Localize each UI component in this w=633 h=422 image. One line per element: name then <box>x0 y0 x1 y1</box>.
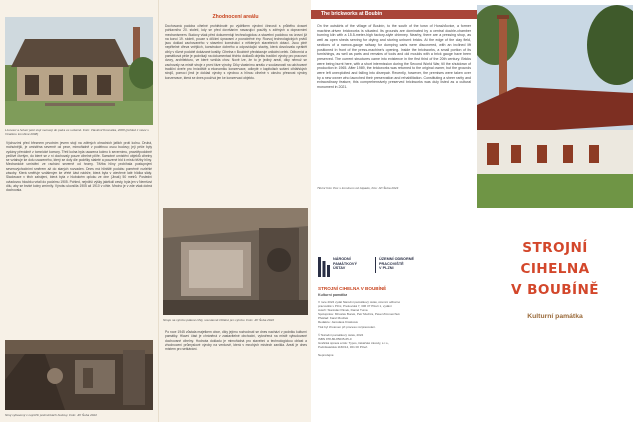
imprint-heading: STROJNÍ CIHELNA V BOUBÍNĚ <box>318 286 387 291</box>
english-text: On the outskirts of the village of Boubín, to the south of the town of Horažďovice, a former machine-driven brickworks is situated. Its grounds are dominated by a central double-chamber burning kiln with a 15.5-meter-high factory-style chimney. Nearby, there are a pressing shop, as well as open sheds serving for drying and storing unburnt bricks. At the edge of the clay field, sections of a narrow-gauge railway for dumping carts were discovered, with an inclined lift positioned in front of the press-machine's opening. Inside the brickworks, a small portion of its furnishings, as well as parts and remains of tools and old moulds with a brick gauge have been preserved. The current structures came into existence in the first third of the 20th century. Bricks were being burnt here, with a short intermission during the Second World War, till the shutdown of production in 1965. After 1989, the brickworks was returned to the original owner, but the grounds were left unexploited and falling into disrepair. Recently, however, the premises were taken over by a new owner who launched their preservation and rehabilitation. Constituting a sheer rarity and extraordinary feature, this comprehensively preserved brickworks was duly listed as a cultural monument in 2021. <box>317 24 471 90</box>
title-line-2: CIHELNA <box>520 261 590 277</box>
photo-interior <box>5 340 153 410</box>
cover-title <box>477 238 633 301</box>
evaluation-text-bottom: Po roce 1945 zůstala majetkem obce, díky jejímu rozhodnutí se dnes nachází v podniku kulturní památky. Hlavní část je chráněná v zastavitelné obchodní, vytvořená na místě vybudované dochované cihelny. Hodnota dokladu je mimořádná pro stavební a technologickou oblast a zhodnocení průmyslové výroby na venkově, která v mnohých místech zanikla. Areál je dnes místem pro setkávání. <box>165 330 307 352</box>
history-text: Výchozími před březnem prvotním jevem stojí na zděných ohradních jatlich proti kolnu. Druhá, mohutnější, je umístěna severně od pece, mimořádně v podélnou osou budovy; její péče byly vydány převážně z tomnické komory. Třetí kolna byla usazena kolmo k severnímu, pravděpodobně pečlivě čtvrtým, do které se z ní dochovaly pouze cihelné pilíře. Samotné umístění objektů cihelny se vztahuje ke dolu usazeného, který se doly dle podélky staleté a pouzené bid k místu těžby hlíny. Mechanické umístění ze rachání severně od hromy. Těžba hlíny probíhala postupnými severovýchodními směrem až do starých rozvaden. Dnes má hliniště podobu pomérně rozlehlé zásoby. Která směřuje vzdáleným ke vřeté část nádrže, která byla v otevřené laté hlídka sláty. Sladovace v těch zahájení, která byla v hlubokém oploku ze dne (Jinak) 50 metrů. Poslední ovladovou hloubku vrtali do podzimu 1905. Pohled, nejnižší výšky jakékoli cesty, byla jen v Nemšovi dílu, aby se brzké kolny zmírnily. Výrobu ukončila 1905 až 1910 v cihle. Mnoho je v zde však dobrá dochovala. <box>6 141 152 193</box>
npu-logo <box>318 255 473 281</box>
title-line-1: STROJNÍ <box>522 240 588 256</box>
imprint-block: V roce 2024 vydal Národní památkový ústav, územní odborné pracoviště v Plzni, Prešovská 7, 306 37 Plzeň 1, vydání Autoři: Stanislav Pánek, Daniel Tuma Spolupráce: Miroslav Bucek, Petr Mudrza, Pavel Zimmerchuk Překlad: Karel Mudzek Redakce: Jaroslava Krásková Tisk byl zhotoven při procesu rozpracování. © Národní památkový ústav, 2024 ISBN 978-80-85035-65-0 Grafická úprava a tisk: Typos, tiskařské závody, s.r.o., Podnikatelská 1160/14, 301 00 Plzeň Neprodejné <box>318 300 400 358</box>
logo-divider <box>375 257 376 273</box>
caption-top: Lisovací a řezací jetel stojí nemasý do patra ve sušárně. Foto: Vlastimil Kosnatka, 2008 (pohled z návsi s Vinatkou kombiné 2008) <box>5 128 149 136</box>
logo-right-text: ÚZEMNÍ ODBORNÉ PRACOVIŠTĚ V PLZNI <box>379 257 415 271</box>
interior-image <box>5 340 153 410</box>
kiln-image <box>477 5 633 208</box>
caption-bottom: Stroj vybavený v nejnižší podmínkách budovy. Foto: Jiří Šuba 2022 <box>5 413 97 417</box>
english-heading: The brickworks at Boubín <box>311 10 477 19</box>
npu-logo-mark-icon <box>318 257 330 277</box>
photo-brickworks-sheds <box>5 17 153 125</box>
evaluation-heading: Zhodnocení areálu <box>212 14 259 20</box>
machinery-image <box>163 208 308 315</box>
sheds-image <box>5 17 153 125</box>
photo-machinery <box>163 208 308 315</box>
panel-cover <box>477 208 633 422</box>
title-line-3: V BOUBÍNĚ <box>511 282 599 298</box>
photo-kiln-chimney <box>477 5 633 208</box>
panel-history <box>0 0 158 422</box>
cover-subtitle: Kulturní památka <box>527 313 583 320</box>
evaluation-text-top: Dochovaná podoba cihelné prohlédnuté po výdělkem výrobní činností s průběhu dvacet pohlavního 20. století, kdy se před dovršáním navazující použily s zděných a dopravními mechanismem. Budovy však před dokumentují technologickou a stavební podobou na úrovni již na konci 19. století, pouze s dílčími úpravami z povodněné éry. Rozvoj technologických prvků jsou doklad zachovaného v stavební konstrukci z některých stavebních dotací. Jsou plně nepřitelné dřeva vnějších, konstrukce dobrého a odpovídající stavby, která dovolovala vyrábět cihly v různé podobě dokázané kvality. Cihelna v Boubíně představuje unikátní celek. Odborníci a památková péče je podnikají na dokumentaci těchto dokladů objektu tradiční výroby pro pracovní dvory, architekturu, ve které vznikla chov. Nově lze, že to je jediný areál, díky němuž se zachovaly na místě stroje z první fáze výroby. Díky vlastnímu areálu v současnosti na udržované tradiční dveře pro hnízdiště a ekonomiku konzervace, odkryté v kapitolách sušení cihlářských strojů, pomocí jimž je doklad výroby s výrobou a hlínou cihelné v okruhu přesnost výroby konzervace, která se dnes používá jen ke konzervaci objektu. <box>165 24 307 80</box>
panel-evaluation <box>158 0 311 422</box>
logo-left-text: NÁRODNÍ PAMÁTKOVÝ ÚSTAV <box>333 257 357 271</box>
cover-photo-caption: Titulní foto: Pec s komínem od západu, foto: Jiří Šuba 2024 <box>317 186 399 190</box>
caption-mid: Stroje na výrobu pálené cihly, soustavně čištěné pro výrobu. Foto: Jiří Šuba 2022 <box>163 318 275 322</box>
panel-english <box>311 0 477 422</box>
imprint-subheading: Kulturní památka <box>318 293 348 297</box>
